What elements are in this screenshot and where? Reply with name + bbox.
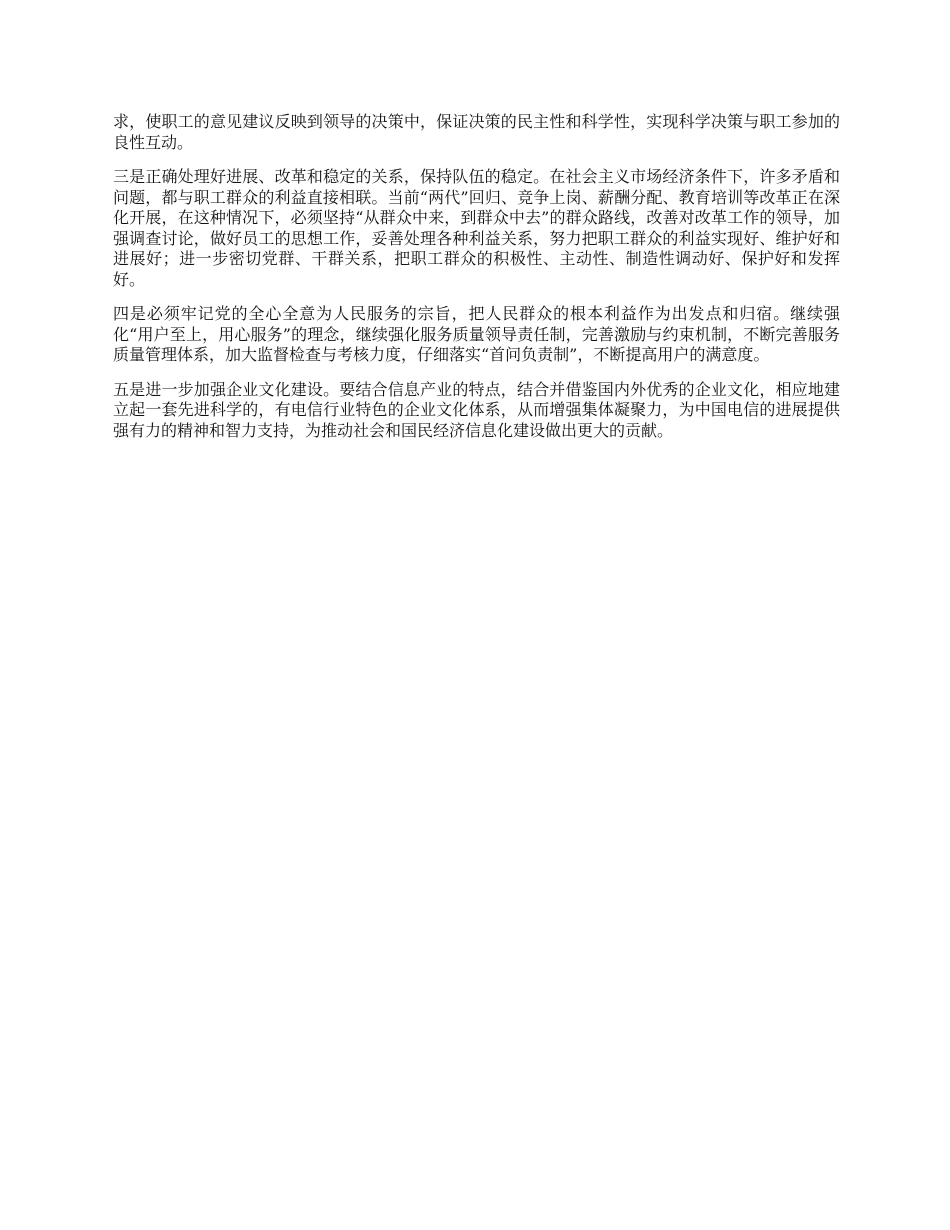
paragraph-1: 求，使职工的意见建议反映到领导的决策中，保证决策的民主性和科学性，实现科学决策与职工参加的良性互动。 (113, 112, 840, 152)
paragraph-2: 三是正确处理好进展、改革和稳定的关系，保持队伍的稳定。在社会主义市场经济条件下，许多矛盾和问题，都与职工群众的利益直接相联。当前“两代”回归、竞争上岗、薪酬分配、教育培训等改革正在深化开展，在这种情况下，必须坚持“从群众中来，到群众中去”的群众路线，改善对改革工作的领导，加强调查讨论，做好员工的思想工作，妥善处理各种利益关系，努力把职工群众的利益实现好、维护好和进展好；进一步密切党群、干群关系，把职工群众的积极性、主动性、制造性调动好、保护好和发挥好。 (113, 167, 840, 289)
paragraph-4: 五是进一步加强企业文化建设。要结合信息产业的特点，结合并借鉴国内外优秀的企业文化，相应地建立起一套先进科学的，有电信行业特色的企业文化体系，从而增强集体凝聚力，为中国电信的进展提供强有力的精神和智力支持，为推动社会和国民经济信息化建设做出更大的贡献。 (113, 379, 840, 440)
paragraph-3: 四是必须牢记党的全心全意为人民服务的宗旨，把人民群众的根本利益作为出发点和归宿。继续强化“用户至上，用心服务”的理念，继续强化服务质量领导责任制，完善激励与约束机制，不断完善服务质量管理体系，加大监督检查与考核力度，仔细落实“首问负责制”，不断提高用户的满意度。 (113, 304, 840, 364)
document-body (113, 112, 840, 455)
